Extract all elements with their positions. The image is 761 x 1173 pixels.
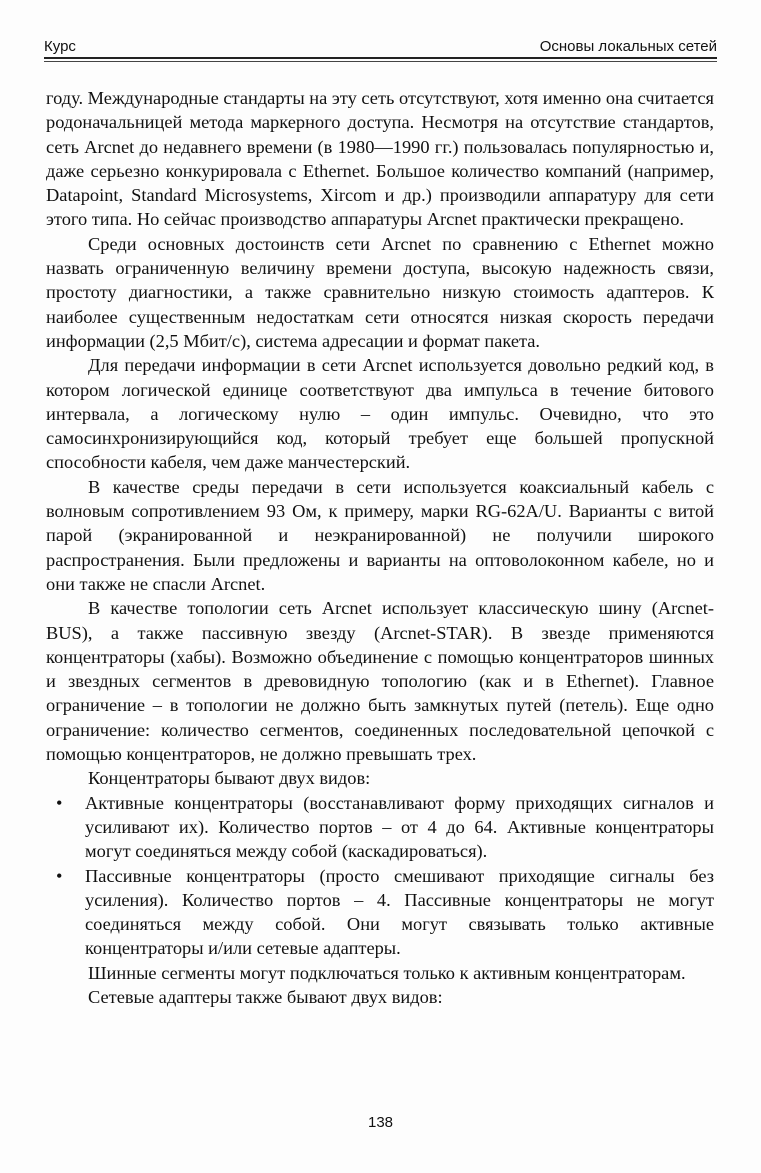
list-item <box>46 864 714 961</box>
bullet-icon: • <box>56 792 63 813</box>
header-book-title: Основы локальных сетей <box>539 38 717 55</box>
header-rule <box>44 57 717 59</box>
paragraph: Шинные сегменты могут подключаться только к активным концентраторам. <box>88 962 686 983</box>
bullet-icon: • <box>56 865 63 886</box>
paragraph: Среди основных достоинств сети Arcnet по сравнению с Ethernet можно назвать ограниченную величину времени доступа, высокую надежность связи, простоту диагностики, а также сравнительно низкую стоимость адаптеров. К наиболее существенным недостаткам сети относятся низкая скорость передачи информации (2,5 Мбит/с), система адресации и формат пакета. <box>46 233 714 351</box>
paragraph: В качестве топологии сеть Arcnet использует классическую шину (Arcnet-BUS), а также пассивную звезду (Arcnet-STAR). В звезде применяются концентраторы (хабы). Возможно объединение с помощью концентраторов шинных и звездных сегментов в древовидную топологию (как и в Ethernet). Главное ограничение – в топологии не должно быть замкнутых путей (петель). Еще одно ограничение: количество сегментов, соединенных последовательной цепочкой с помощью концентраторов, не должно превышать трех. <box>46 598 714 765</box>
paragraph: В качестве среды передачи в сети используется коаксиальный кабель с волновым сопротивлением 93 Ом, к примеру, марки RG-62A/U. Варианты с витой парой (экранированной и неэкранированной) не получили широкого распространения. Были предложены и варианты на оптоволоконном кабеле, но и они также не спасли Arcnet. <box>46 476 714 594</box>
paragraph-continued: году. Международные стандарты на эту сеть отсутствуют, хотя именно она считается родоначальницей метода маркерного доступа. Несмотря на отсутствие стандартов, сеть Arcnet до недавнего времени (в 1980—1990 гг.) пользовалась популярностью и, даже серьезно конкурировала с Ethernet. Большое количество компаний (например, Datapoint, Standard Microsystems, Xircom и др.) производили аппаратуру для сети этого типа. Но сейчас производство аппаратуры Arcnet практически прекращено. <box>46 88 714 230</box>
page-number: 138 <box>367 1114 394 1131</box>
running-header <box>44 34 717 60</box>
list-item <box>46 791 714 864</box>
hub-types-list <box>46 791 714 961</box>
paragraph: Сетевые адаптеры также бывают двух видов: <box>88 986 443 1007</box>
header-rule-thin <box>44 61 717 62</box>
page-body <box>46 86 714 1009</box>
paragraph: Для передачи информации в сети Arcnet используется довольно редкий код, в котором логической единице соответствуют два импульса в течение битового интервала, а логическому нулю – один импульс. Очевидно, что это самосинхронизирующийся код, который требует еще большей пропускной способности кабеля, чем даже манчестерский. <box>46 355 714 473</box>
list-item-text: Активные концентраторы (восстанавливают форму приходящих сигналов и усиливают их). Количество портов – от 4 до 64. Активные концентраторы могут соединяться между собой (каскадироваться). <box>85 792 714 862</box>
list-item-text: Пассивные концентраторы (просто смешивают приходящие сигналы без усиления). Количество портов – 4. Пассивные концентраторы не могут соединяться между собой. Они могут связывать только активные концентраторы и/или сетевые адаптеры. <box>85 865 714 959</box>
paragraph: Концентраторы бывают двух видов: <box>88 768 371 789</box>
header-course-label: Курс <box>44 38 76 55</box>
